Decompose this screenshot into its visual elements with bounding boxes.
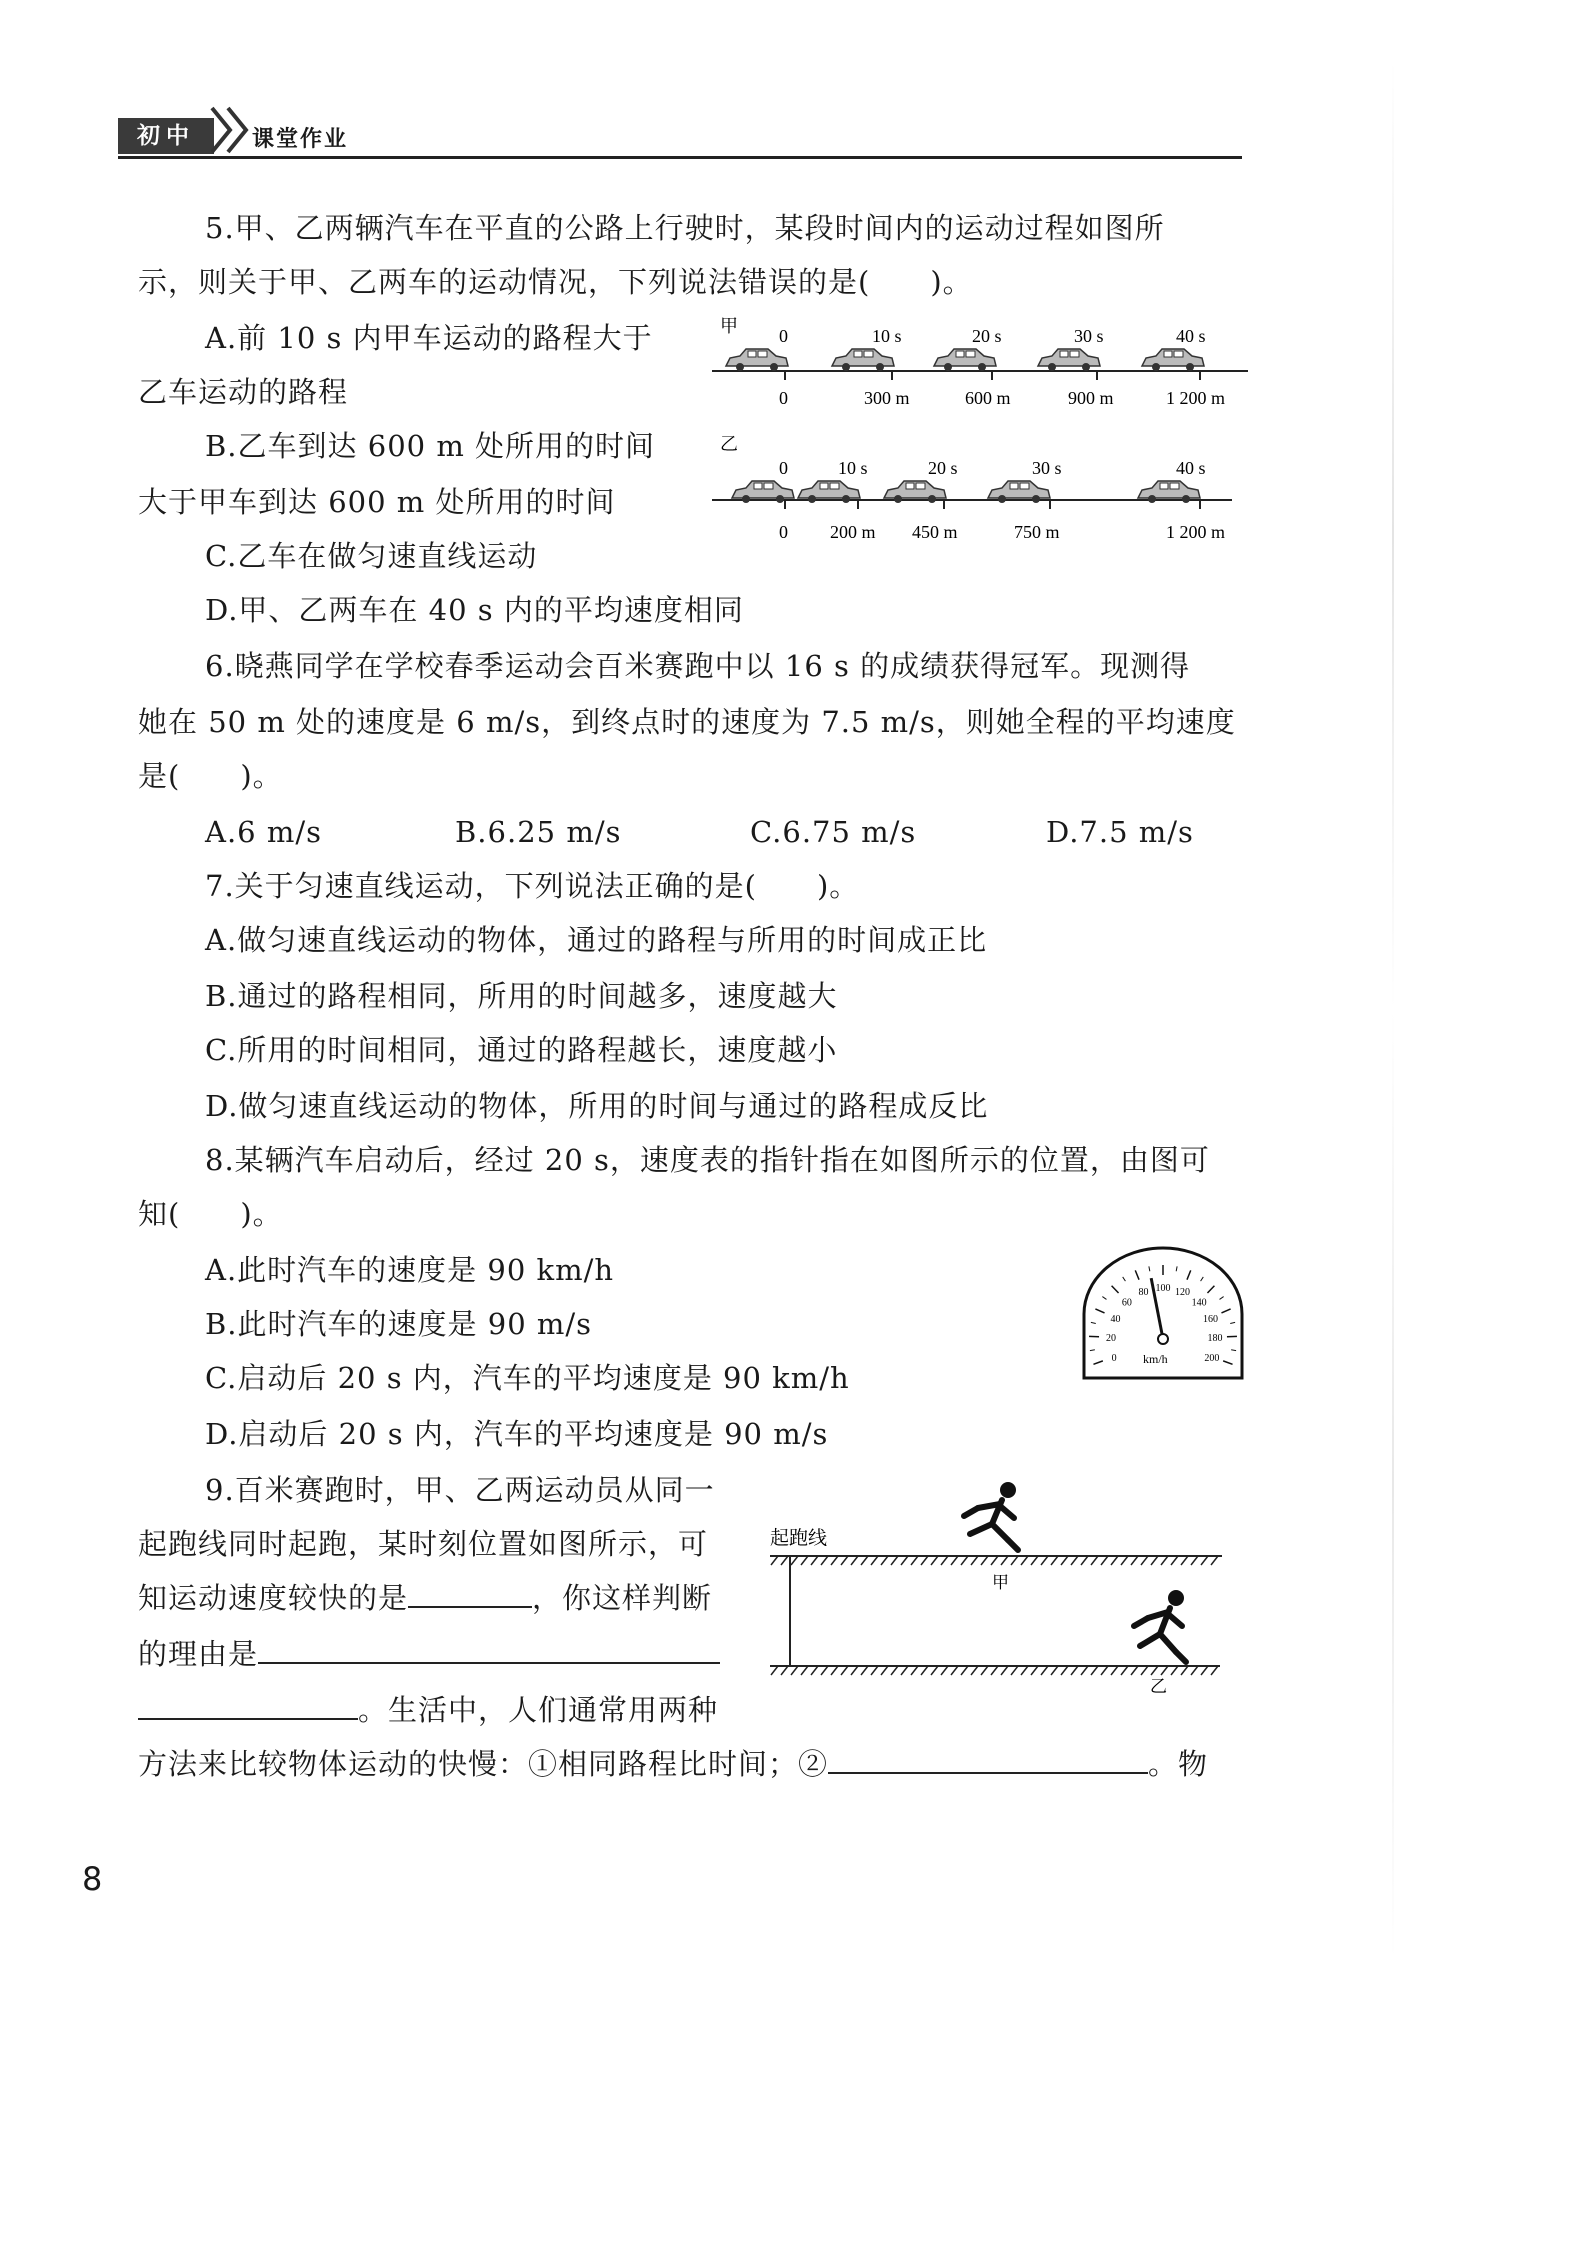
lane-hatch xyxy=(1191,1556,1198,1565)
lane-hatch xyxy=(1191,1666,1198,1675)
lane-hatch xyxy=(1001,1556,1008,1565)
lane-hatch xyxy=(1151,1666,1158,1675)
lane-hatch xyxy=(1121,1666,1128,1675)
lane-hatch xyxy=(1021,1666,1028,1675)
speedometer-tick xyxy=(1221,1309,1230,1313)
lane-hatch xyxy=(871,1666,878,1675)
lane-hatch xyxy=(1201,1556,1208,1565)
q9-line5-text: 。生活中，人们通常用两种 xyxy=(358,1693,719,1727)
speedometer-minor-tick xyxy=(1230,1322,1235,1323)
lane-hatch xyxy=(771,1556,778,1565)
lane-hatch xyxy=(921,1556,928,1565)
q8-option-c: C.启动后 20 s 内，汽车的平均速度是 90 km/h xyxy=(205,1361,850,1395)
q9-line3-suffix: ，你这样判断 xyxy=(532,1581,713,1615)
lane-hatch xyxy=(881,1556,888,1565)
q5-jia-dist-1: 300 m xyxy=(864,388,910,408)
q5-yi-time-2: 20 s xyxy=(928,458,958,478)
speedometer-tick-label: 0 xyxy=(1111,1352,1117,1364)
speedometer-tick xyxy=(1135,1270,1139,1279)
lane-hatch xyxy=(1211,1556,1218,1565)
lane-hatch xyxy=(891,1666,898,1675)
lane-hatch xyxy=(841,1556,848,1565)
q5-yi-time-0: 0 xyxy=(779,458,788,478)
lane-hatch xyxy=(1111,1666,1118,1675)
q5-yi-dist-4: 1 200 m xyxy=(1166,522,1226,542)
lane-hatch xyxy=(1071,1666,1078,1675)
speedometer-ticks xyxy=(1089,1265,1237,1364)
lane-hatch xyxy=(1041,1666,1048,1675)
lane-hatch xyxy=(901,1556,908,1565)
lane-hatch xyxy=(1151,1556,1158,1565)
q8-line1: 8.某辆汽车启动后，经过 20 s，速度表的指针指在如图所示的位置，由图可 xyxy=(205,1143,1210,1177)
q9-blank-method-2[interactable] xyxy=(828,1746,1148,1774)
lane-hatch xyxy=(1111,1556,1118,1565)
lane-hatch xyxy=(821,1556,828,1565)
speedometer-tick-label: 160 xyxy=(1203,1313,1219,1325)
header-rule xyxy=(118,156,1242,159)
lane-hatch xyxy=(1101,1666,1108,1675)
lane-hatch xyxy=(841,1666,848,1675)
lane-hatch xyxy=(1051,1666,1058,1675)
lane-hatch xyxy=(1091,1666,1098,1675)
lane-hatch xyxy=(831,1556,838,1565)
q9-lane-bottom xyxy=(770,1666,1220,1675)
q5-jia-car-1 xyxy=(832,349,894,371)
lane-hatch xyxy=(941,1666,948,1675)
lane-hatch xyxy=(1171,1556,1178,1565)
lane-hatch xyxy=(1181,1666,1188,1675)
q5-yi-label: 乙 xyxy=(720,434,738,455)
q5-yi-dist-2: 450 m xyxy=(912,522,958,542)
q7-option-d: D.做匀速直线运动的物体，所用的时间与通过的路程成反比 xyxy=(205,1089,989,1123)
lane-hatch xyxy=(951,1556,958,1565)
q9-race-figure xyxy=(760,1470,1230,1700)
q5-jia-time-3: 30 s xyxy=(1074,326,1104,346)
lane-hatch xyxy=(971,1556,978,1565)
q9-line6-suffix: 。物 xyxy=(1148,1747,1209,1781)
header-title: 课堂作业 xyxy=(252,127,349,152)
q6-option-c: C.6.75 m/s xyxy=(750,815,917,849)
q6-line2: 她在 50 m 处的速度是 6 m/s，到终点时的速度为 7.5 m/s，则她全程的平均速度 xyxy=(138,705,1236,739)
q5-jia-time-4: 40 s xyxy=(1176,326,1206,346)
lane-hatch xyxy=(1161,1666,1168,1675)
lane-hatch xyxy=(1031,1556,1038,1565)
lane-hatch xyxy=(791,1666,798,1675)
q6-option-a: A.6 m/s xyxy=(205,815,322,849)
lane-hatch xyxy=(801,1666,808,1675)
lane-hatch xyxy=(981,1556,988,1565)
q9-yi-label: 乙 xyxy=(1150,1677,1167,1697)
q5-yi-dist-3: 750 m xyxy=(1014,522,1060,542)
speedometer-unit: km/h xyxy=(1143,1352,1168,1366)
q5-yi-dist-0: 0 xyxy=(779,522,788,542)
lane-hatch xyxy=(1201,1666,1208,1675)
speedometer-tick xyxy=(1187,1270,1191,1279)
double-chevron-icon xyxy=(208,104,256,156)
q5-jia-car-0 xyxy=(726,349,788,371)
lane-hatch xyxy=(1161,1556,1168,1565)
q5-yi-time-3: 30 s xyxy=(1032,458,1062,478)
speedometer-minor-tick xyxy=(1149,1266,1150,1271)
lane-hatch xyxy=(1211,1666,1218,1675)
lane-hatch xyxy=(771,1666,778,1675)
q9-runner-jia-icon xyxy=(964,1482,1018,1550)
page-number: 8 xyxy=(82,1860,103,1898)
q9-line3-prefix: 知运动速度较快的是 xyxy=(138,1581,409,1615)
lane-hatch xyxy=(831,1666,838,1675)
lane-hatch xyxy=(901,1666,908,1675)
q7-stem: 7.关于匀速直线运动，下列说法正确的是( )。 xyxy=(205,869,860,903)
q9-line2: 起跑线同时起跑，某时刻位置如图所示，可 xyxy=(138,1527,709,1561)
q5-yi-dist-1: 200 m xyxy=(830,522,876,542)
lane-hatch xyxy=(1061,1666,1068,1675)
q5-option-d: D.甲、乙两车在 40 s 内的平均速度相同 xyxy=(205,593,744,627)
lane-hatch xyxy=(851,1666,858,1675)
lane-hatch xyxy=(861,1666,868,1675)
speedometer-minor-tick xyxy=(1123,1277,1126,1281)
q9-blank-faster[interactable] xyxy=(408,1580,532,1608)
lane-hatch xyxy=(871,1556,878,1565)
q8-option-d: D.启动后 20 s 内，汽车的平均速度是 90 m/s xyxy=(205,1417,829,1451)
lane-hatch xyxy=(1081,1666,1088,1675)
lane-hatch xyxy=(1011,1556,1018,1565)
q5-option-b-line1: B.乙车到达 600 m 处所用的时间 xyxy=(205,429,656,463)
lane-hatch xyxy=(811,1556,818,1565)
speedometer-minor-tick xyxy=(1090,1350,1095,1351)
speedometer-minor-tick xyxy=(1091,1322,1096,1323)
q5-option-a-line1: A.前 10 s 内甲车运动的路程大于 xyxy=(205,321,653,355)
lane-hatch xyxy=(1051,1556,1058,1565)
q9-line4 xyxy=(138,1634,720,1674)
q5-option-c: C.乙车在做匀速直线运动 xyxy=(205,539,538,573)
q5-stem-line2: 示，则关于甲、乙两车的运动情况，下列说法错误的是( )。 xyxy=(138,265,973,299)
lane-hatch xyxy=(941,1556,948,1565)
lane-hatch xyxy=(1021,1556,1028,1565)
speedometer-tick-label: 200 xyxy=(1204,1352,1220,1364)
q5-jia-dist-3: 900 m xyxy=(1068,388,1114,408)
lane-hatch xyxy=(821,1666,828,1675)
speedometer-minor-tick xyxy=(1220,1297,1224,1300)
scan-edge-mark xyxy=(1392,60,1394,1960)
q5-jia-dist-0: 0 xyxy=(779,388,788,408)
q6-option-b: B.6.25 m/s xyxy=(455,815,622,849)
speedometer-tick xyxy=(1207,1286,1214,1293)
speedometer-tick xyxy=(1095,1309,1104,1313)
speedometer-minor-tick xyxy=(1102,1297,1106,1300)
q5-jia-dist-4: 1 200 m xyxy=(1166,388,1226,408)
lane-hatch xyxy=(1081,1556,1088,1565)
q9-lane-top xyxy=(770,1556,1222,1565)
speedometer-tick xyxy=(1223,1361,1232,1364)
lane-hatch xyxy=(971,1666,978,1675)
lane-hatch xyxy=(1181,1556,1188,1565)
lane-hatch xyxy=(961,1666,968,1675)
q8-option-a: A.此时汽车的速度是 90 km/h xyxy=(205,1253,615,1287)
q7-option-a: A.做匀速直线运动的物体，通过的路程与所用的时间成正比 xyxy=(205,923,988,957)
q9-blank-reason-2[interactable] xyxy=(138,1692,358,1720)
speedometer-hub xyxy=(1158,1334,1168,1344)
lane-hatch xyxy=(921,1666,928,1675)
lane-hatch xyxy=(1031,1666,1038,1675)
lane-hatch xyxy=(801,1556,808,1565)
q9-runner-yi-icon xyxy=(1134,1590,1186,1662)
header-grade-tag: 初中 xyxy=(118,118,214,154)
q5-stem-line1: 5.甲、乙两辆汽车在平直的公路上行驶时，某段时间内的运动过程如图所 xyxy=(205,211,1165,245)
lane-hatch xyxy=(861,1556,868,1565)
speedometer-tick-label: 120 xyxy=(1174,1286,1190,1298)
q9-line6-prefix: 方法来比较物体运动的快慢：①相同路程比时间；② xyxy=(138,1747,829,1781)
q9-line1: 9.百米赛跑时，甲、乙两运动员从同一 xyxy=(205,1473,715,1507)
speedometer-minor-tick xyxy=(1176,1266,1177,1271)
lane-hatch xyxy=(1171,1666,1178,1675)
speedometer-tick xyxy=(1093,1361,1102,1364)
q5-jia-time-1: 10 s xyxy=(872,326,902,346)
lane-hatch xyxy=(1141,1556,1148,1565)
lane-hatch xyxy=(1071,1556,1078,1565)
q8-option-b: B.此时汽车的速度是 90 m/s xyxy=(205,1307,593,1341)
lane-hatch xyxy=(781,1556,788,1565)
lane-hatch xyxy=(1091,1556,1098,1565)
speedometer-minor-tick xyxy=(1201,1277,1204,1281)
speedometer-tick xyxy=(1112,1286,1119,1293)
speedometer-tick-label: 80 xyxy=(1138,1286,1149,1298)
q5-yi-time-4: 40 s xyxy=(1176,458,1206,478)
lane-hatch xyxy=(781,1666,788,1675)
lane-hatch xyxy=(1131,1666,1138,1675)
lane-hatch xyxy=(991,1556,998,1565)
q5-jia-label: 甲 xyxy=(720,316,738,337)
lane-hatch xyxy=(1141,1666,1148,1675)
lane-hatch xyxy=(911,1556,918,1565)
lane-hatch xyxy=(981,1666,988,1675)
lane-hatch xyxy=(961,1556,968,1565)
lane-hatch xyxy=(931,1666,938,1675)
lane-hatch xyxy=(1101,1556,1108,1565)
speedometer-tick-label: 180 xyxy=(1207,1333,1223,1345)
lane-hatch xyxy=(991,1666,998,1675)
speedometer-tick-label: 100 xyxy=(1155,1283,1171,1294)
lane-hatch xyxy=(1011,1666,1018,1675)
q5-option-b-line2: 大于甲车到达 600 m 处所用的时间 xyxy=(138,485,616,519)
q5-jia-car-3 xyxy=(1038,349,1100,371)
q9-start-line-label: 起跑线 xyxy=(770,1527,828,1549)
lane-hatch xyxy=(911,1666,918,1675)
lane-hatch xyxy=(931,1556,938,1565)
q9-line3 xyxy=(138,1578,712,1618)
lane-hatch xyxy=(951,1666,958,1675)
lane-hatch xyxy=(1121,1556,1128,1565)
q9-line4-prefix: 的理由是 xyxy=(138,1637,259,1671)
lane-hatch xyxy=(881,1666,888,1675)
q7-option-c: C.所用的时间相同，通过的路程越长，速度越小 xyxy=(205,1033,838,1067)
q5-jia-car-4 xyxy=(1142,349,1204,371)
lane-hatch xyxy=(891,1556,898,1565)
lane-hatch xyxy=(1131,1556,1138,1565)
q6-line3: 是( )。 xyxy=(138,759,283,793)
q6-option-d: D.7.5 m/s xyxy=(1046,815,1194,849)
speedometer-tick-label: 40 xyxy=(1110,1313,1121,1325)
q6-line1: 6.晓燕同学在学校春季运动会百米赛跑中以 16 s 的成绩获得冠军。现测得 xyxy=(205,649,1191,683)
speedometer-tick-label: 140 xyxy=(1191,1297,1207,1309)
q8-line2: 知( )。 xyxy=(138,1197,283,1231)
speedometer-figure xyxy=(1078,1244,1248,1384)
lane-hatch xyxy=(1001,1666,1008,1675)
speedometer-minor-tick xyxy=(1231,1350,1236,1351)
q9-line6 xyxy=(138,1744,1208,1784)
q5-jia-time-0: 0 xyxy=(779,326,788,346)
q7-option-b: B.通过的路程相同，所用的时间越多，速度越大 xyxy=(205,979,838,1013)
q5-jia-dist-2: 600 m xyxy=(965,388,1011,408)
lane-hatch xyxy=(811,1666,818,1675)
speedometer-tick-label: 20 xyxy=(1106,1333,1117,1345)
lane-hatch xyxy=(1041,1556,1048,1565)
q5-jia-car-2 xyxy=(934,349,996,371)
lane-hatch xyxy=(791,1556,798,1565)
q5-cars-figure xyxy=(712,310,1252,550)
q9-blank-reason-1[interactable] xyxy=(258,1636,720,1664)
lane-hatch xyxy=(1061,1556,1068,1565)
q5-yi-time-1: 10 s xyxy=(838,458,868,478)
q9-jia-label: 甲 xyxy=(992,1573,1009,1593)
q5-option-a-line2: 乙车运动的路程 xyxy=(138,375,349,409)
lane-hatch xyxy=(851,1556,858,1565)
speedometer-tick-label: 60 xyxy=(1121,1297,1132,1309)
q9-line5 xyxy=(138,1690,718,1730)
q5-jia-time-2: 20 s xyxy=(972,326,1002,346)
